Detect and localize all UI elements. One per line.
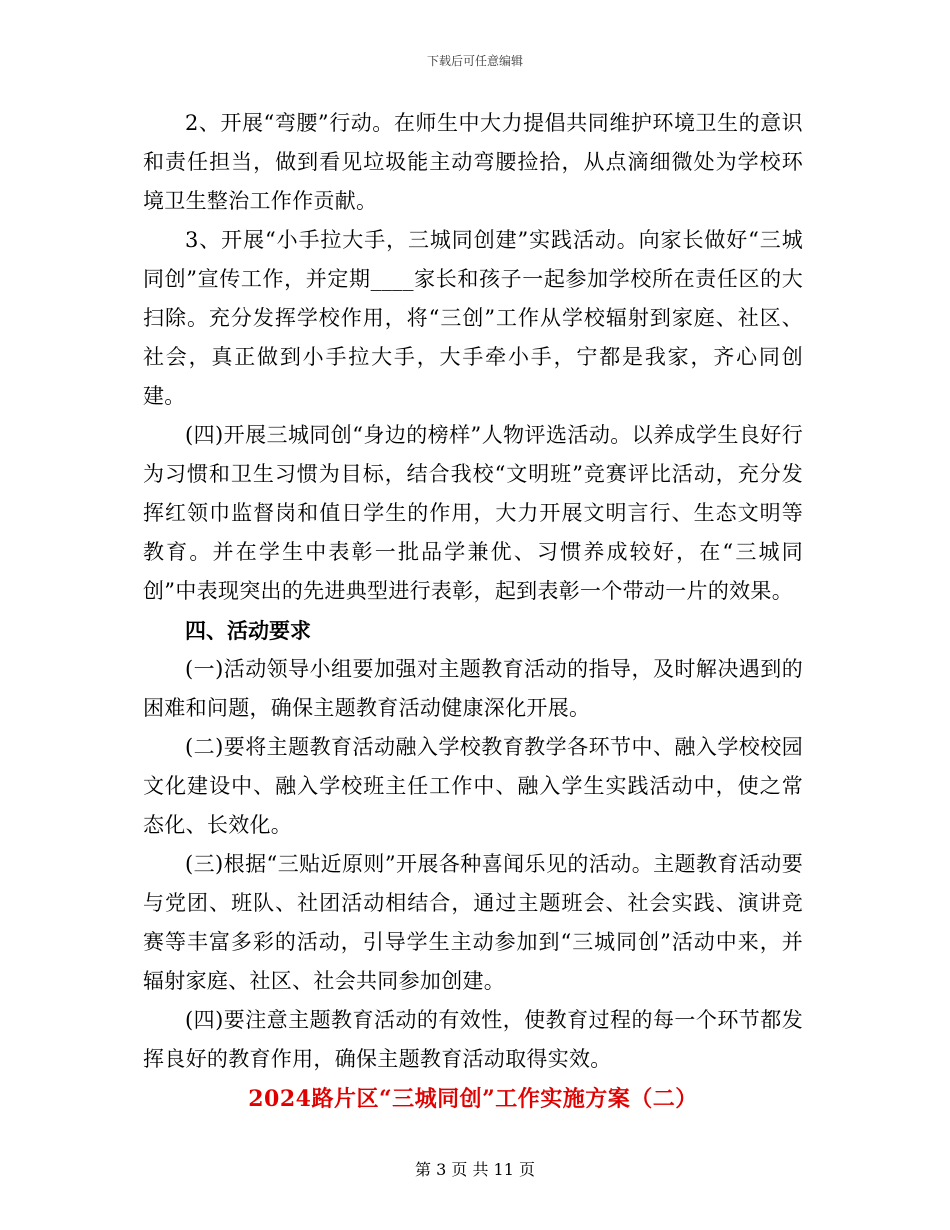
paragraph-bend-down-action: 2、开展“弯腰”行动。在师生中大力提倡共同维护环境卫生的意识和责任担当，做到看见垃圾能主动弯腰捡拾，从点滴细微处为学校环境卫生整治工作作贡献。 [143,111,803,213]
header-note: 下载后可任意编辑 [426,54,523,68]
requirement-item-3: (三)根据“三贴近原则”开展各种喜闻乐见的活动。主题教育活动要与党团、班队、社团活动相结合，通过主题班会、社会实践、演讲竞赛等丰富多彩的活动，引导学生主动参加到“三城同创”活动中来，并辐射家庭、社区、社会共同参加创建。 [143,852,803,993]
paragraph-role-model-selection: (四)开展三城同创“身边的榜样”人物评选活动。以养成学生良好行为习惯和卫生习惯为目标，结合我校“文明班”竞赛评比活动，充分发挥红领巾监督岗和值日学生的作用，大力开展文明言行、生态文明等教育。并在学生中表彰一批品学兼优、习惯养成较好，在“三城同创”中表现突出的先进典型进行表彰，起到表彰一个带动一片的效果。 [143,423,803,603]
document-body [143,104,803,1117]
requirement-item-4: (四)要注意主题教育活动的有效性，使教育过程的每一个环节都发挥良好的教育作用，确保主题教育活动取得实效。 [143,1008,803,1071]
page-number: 第 3 页 共 11 页 [415,1160,535,1179]
requirement-item-2: (二)要将主题教育活动融入学校教育教学各环节中、融入学校校园文化建设中、融入学校班主任工作中、融入学生实践活动中，使之常态化、长效化。 [143,735,803,837]
paragraph-small-hands-big-hands: 3、开展“小手拉大手，三城同创建”实践活动。向家长做好“三城同创”宣传工作，并定期____家长和孩子一起参加学校所在责任区的大扫除。充分发挥学校作用，将“三创”工作从学校辐射到家庭、社区、社会，真正做到小手拉大手，大手牵小手，宁都是我家，齐心同创建。 [143,228,803,408]
section-heading-requirements: 四、活动要求 [185,618,311,643]
requirement-item-1: (一)活动领导小组要加强对主题教育活动的指导，及时解决遇到的困难和问题，确保主题教育活动健康深化开展。 [143,657,803,720]
next-document-title: 2024路片区“三城同创”工作实施方案（二） [248,1086,698,1112]
